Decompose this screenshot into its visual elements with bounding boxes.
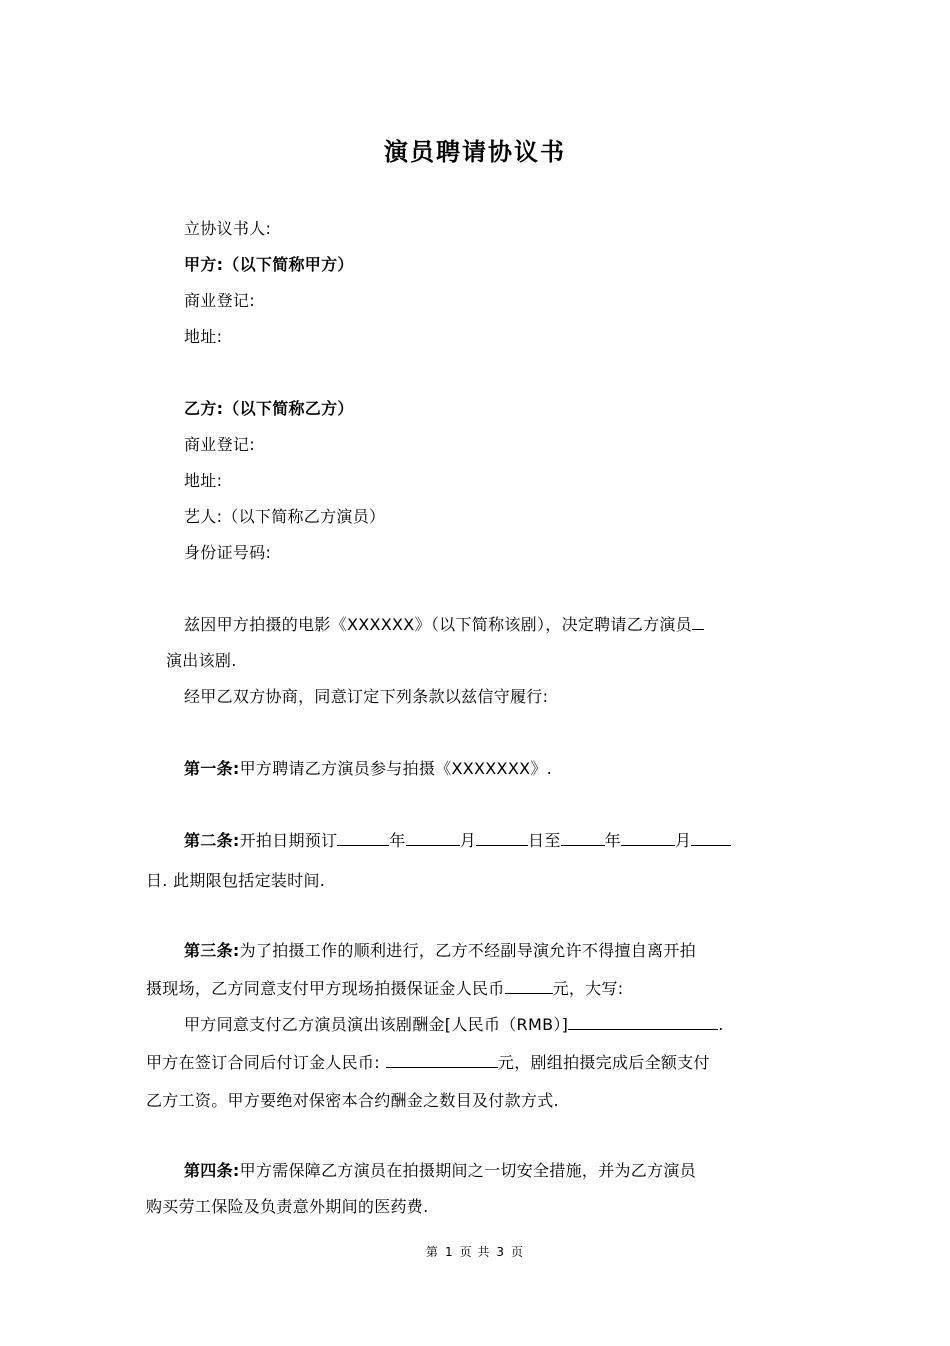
start-month-blank (406, 831, 460, 846)
party-b-registration: 商业登记: (184, 435, 255, 454)
article-3-text-3b: . (718, 1015, 724, 1034)
article-3-text-3a: 甲方同意支付乙方演员演出该剧酬金[人民币（RMB）] (184, 1015, 569, 1034)
article-1 (184, 759, 552, 779)
party-b-address: 地址: (184, 471, 223, 490)
year-label-1: 年 (389, 831, 406, 850)
party-b-id-number: 身份证号码: (184, 543, 272, 562)
end-day-blank (691, 831, 731, 846)
footer-suffix: 页 (511, 1245, 525, 1259)
day-to-label: 日至 (528, 831, 561, 850)
article-3-text-2b: 元，大写: (552, 979, 624, 998)
preamble-text-1: 兹因甲方拍摄的电影《XXXXXX》（以下简称该剧），决定聘请乙方演员 (184, 615, 692, 634)
article-4-line-2: 购买劳工保险及负责意外期间的医药费. (146, 1197, 429, 1216)
article-3-line-5: 乙方工资。甲方要绝对保密本合约酬金之数目及付款方式. (146, 1091, 559, 1110)
article-1-text: 甲方聘请乙方演员参与拍摄《XXXXXXX》. (239, 759, 553, 778)
party-b-artist: 艺人:（以下简称乙方演员） (184, 507, 386, 526)
start-day-blank (476, 831, 528, 846)
article-4-line-1 (184, 1161, 696, 1181)
article-4-label: 第四条: (184, 1161, 240, 1180)
article-2-label: 第二条: (184, 831, 240, 850)
article-3-line-1 (184, 941, 696, 961)
preamble-line-2: 演出该剧. (166, 651, 237, 670)
fee-amount-blank (568, 1015, 718, 1030)
article-3-line-4 (146, 1053, 710, 1073)
article-3-text-4a: 甲方在签订合同后付订金人民币: (146, 1053, 380, 1072)
page-footer (0, 1243, 950, 1260)
document-title: 演员聘请协议书 (384, 137, 566, 166)
article-3-label: 第三条: (184, 941, 240, 960)
preamble-line-3: 经甲乙双方协商，同意订定下列条款以兹信守履行: (184, 687, 549, 706)
party-a-address: 地址: (184, 327, 223, 346)
article-2-line-1 (184, 831, 731, 851)
footer-prefix: 第 (425, 1245, 439, 1259)
month-label-2: 月 (674, 831, 692, 850)
footer-page-number: 1 (444, 1245, 454, 1259)
end-year-blank (561, 831, 605, 846)
party-b-heading: 乙方:（以下简称乙方） (184, 399, 354, 418)
article-3-text-4b: 元，剧组拍摄完成后全额支付 (497, 1053, 710, 1072)
article-3-text-2a: 摄现场，乙方同意支付甲方现场拍摄保证金人民币 (146, 979, 505, 998)
down-payment-blank (386, 1053, 498, 1068)
start-year-blank (337, 831, 389, 846)
actor-role-blank (692, 615, 704, 630)
intro-line: 立协议书人: (184, 219, 272, 238)
year-label-2: 年 (604, 831, 621, 850)
footer-total-pages: 3 (496, 1245, 506, 1259)
article-3-line-2 (146, 979, 624, 999)
preamble-line-1 (184, 615, 704, 635)
deposit-amount-blank (505, 979, 553, 994)
article-2-prefix: 开拍日期预订 (239, 831, 338, 850)
article-3-line-3 (184, 1015, 724, 1035)
article-1-label: 第一条: (184, 759, 240, 778)
party-a-heading: 甲方:（以下简称甲方） (184, 255, 354, 274)
article-3-text-1: 为了拍摄工作的顺利进行，乙方不经副导演允许不得擅自离开拍 (239, 941, 697, 960)
month-label-1: 月 (459, 831, 477, 850)
party-a-registration: 商业登记: (184, 291, 255, 310)
article-4-text-1: 甲方需保障乙方演员在拍摄期间之一切安全措施，并为乙方演员 (239, 1161, 697, 1180)
article-2-line-2: 日. 此期限包括定装时间. (146, 871, 326, 890)
end-month-blank (621, 831, 675, 846)
footer-mid: 页 共 (459, 1245, 491, 1259)
